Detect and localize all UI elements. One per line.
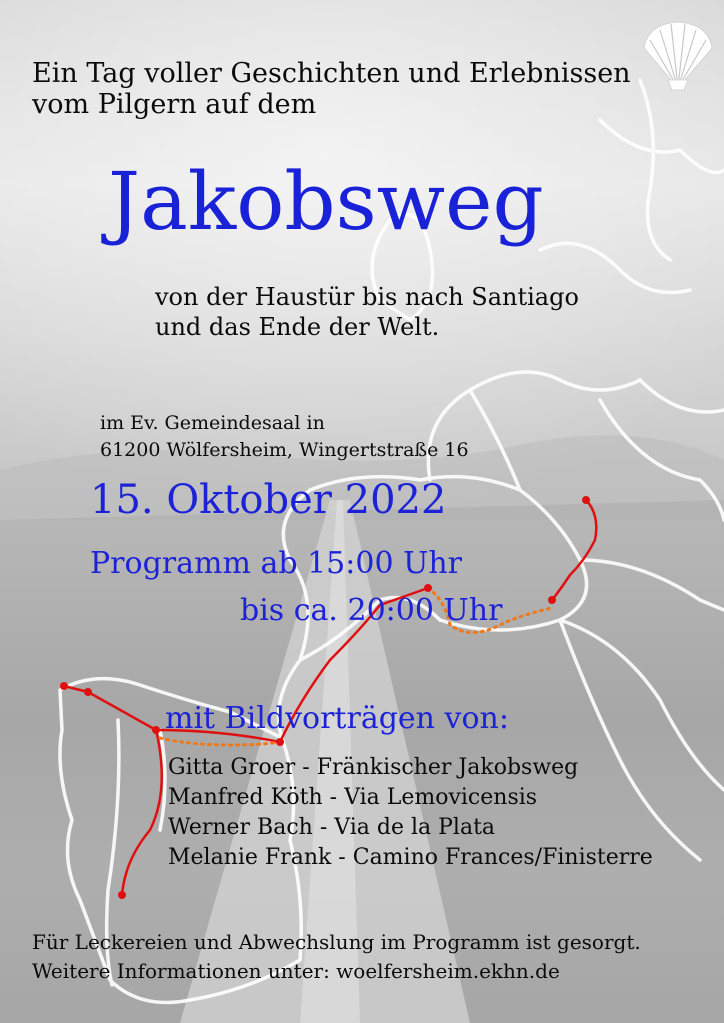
venue-line-1: im Ev. Gemeindesaal in	[100, 412, 325, 434]
program-end: bis ca. 20:00 Uhr	[240, 593, 503, 628]
scallop-shell-icon	[638, 18, 718, 92]
intro-text	[32, 58, 631, 120]
talk-item: Gitta Groer - Fränkischer Jakobsweg	[168, 755, 579, 780]
venue-address: 61200 Wölfersheim, Wingertstraße 16	[100, 439, 469, 461]
subtitle	[155, 282, 579, 342]
footer-line-1: Für Leckereien und Abwechslung im Programm ist gesorgt.	[32, 930, 641, 954]
talks-heading: mit Bildvorträgen von:	[165, 701, 509, 736]
program-start: Programm ab 15:00 Uhr	[90, 546, 463, 581]
talk-item: Manfred Köth - Via Lemovicensis	[168, 785, 538, 810]
poster-title: Jakobsweg	[108, 155, 544, 248]
talk-item: Werner Bach - Via de la Plata	[168, 815, 496, 840]
event-date: 15. Oktober 2022	[90, 477, 447, 523]
intro-line-1: Ein Tag voller Geschichten und Erlebnissen	[32, 58, 631, 89]
intro-line-2: vom Pilgern auf dem	[32, 89, 317, 120]
footer	[32, 928, 641, 986]
talks-list	[168, 753, 653, 873]
venue	[100, 410, 469, 464]
footer-info-link: Weitere Informationen unter: woelfersheim.ekhn.de	[32, 959, 560, 983]
talk-item: Melanie Frank - Camino Frances/Finisterre	[168, 845, 653, 870]
subtitle-line-2: und das Ende der Welt.	[155, 313, 440, 341]
subtitle-line-1: von der Haustür bis nach Santiago	[155, 283, 579, 311]
